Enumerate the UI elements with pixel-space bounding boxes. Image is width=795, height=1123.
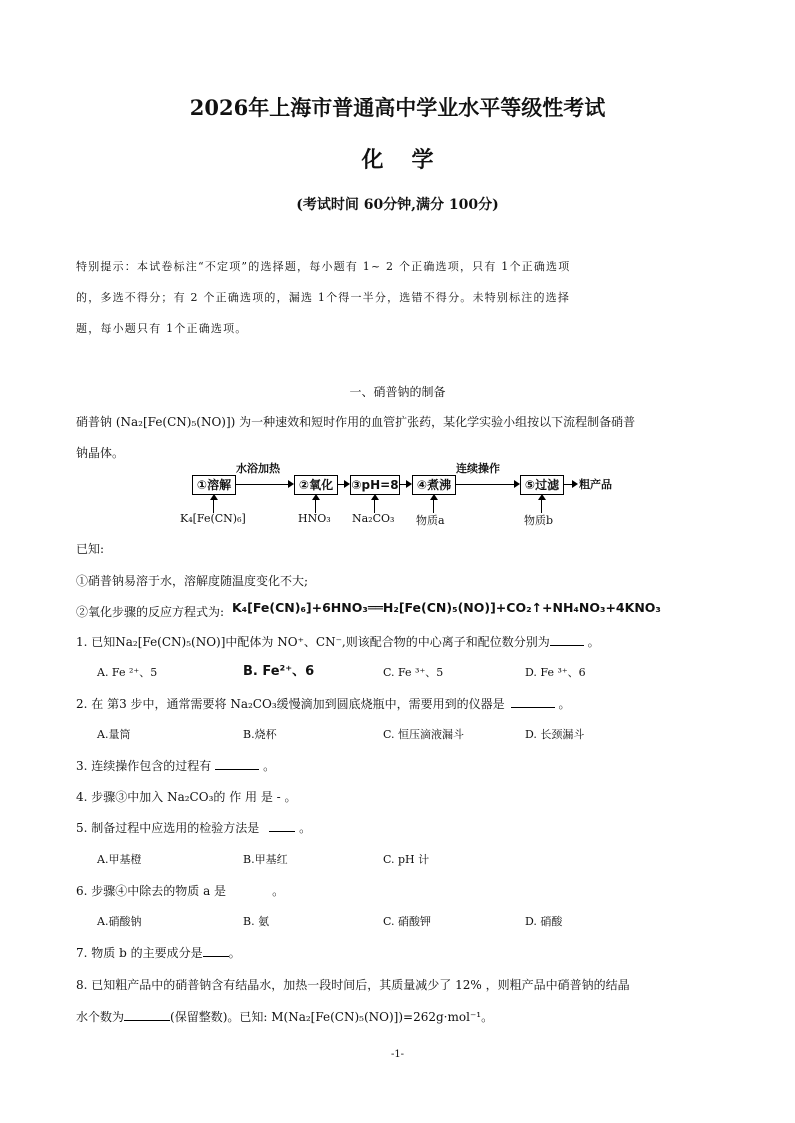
flow-arrow-5 [564,484,572,485]
notice-line-1: 特别提示：本试卷标注“不定项”的选择题，每小题有 1~ 2 个正确选项，只有 1个正确选项 [76,260,571,273]
q6-option-c[interactable]: C. 硝酸钾 [383,915,432,928]
flow-arrow-1 [236,484,288,485]
input-arrowhead-1 [210,494,218,500]
flow-label-continuous: 连续操作 [456,462,500,475]
input-na2co3: Na₂CO₃ [352,512,395,525]
q5-option-c[interactable]: C. pH 计 [383,853,430,866]
notice-line-2: 的，多选不得分；有 2 个正确选项的，漏选 1个得一半分，选错不得分。未特别标注的选择 [76,291,571,304]
q2-option-c[interactable]: C. 恒压滴液漏斗 [383,728,465,741]
q5-option-b[interactable]: B.甲基红 [243,853,288,866]
q1-option-a[interactable]: A. Fe ²⁺、5 [97,666,158,679]
flow-step-boil: ④煮沸 [412,475,456,495]
section-intro-line-2: 钠晶体。 [76,446,125,460]
answer-blank-7[interactable] [203,956,229,957]
question-7-stem: 7. 物质 b 的主要成分是 [76,946,203,960]
q2-option-b[interactable]: B.烧杯 [243,728,277,741]
question-2: 2. 在 第3 步中，通常需要将 Na₂CO₃缓慢滴加到圆底烧瓶中，需要用到的仪器是 。 [76,697,571,711]
question-2-stem: 2. 在 第3 步中，通常需要将 Na₂CO₃缓慢滴加到圆底烧瓶中，需要用到的仪器是 [76,697,505,711]
page-number: -1- [390,1049,405,1060]
question-8: 8. 已知粗产品中的硝普钠含有结晶水，加热一段时间后，其质量减少了 12% ，则粗产品中硝普钠的结晶 [76,978,630,992]
flow-step-oxidize: ②氧化 [294,475,338,495]
q2-option-d[interactable]: D. 长颈漏斗 [525,728,585,741]
question-5: 5. 制备过程中应选用的检验方法是 。 [76,821,312,835]
flow-step-dissolve: ①溶解 [192,475,236,495]
section-intro-line-1: 硝普钠 (Na₂[Fe(CN)₅(NO)]) 为一种速效和短时作用的血管扩张药，某化学实验小组按以下流程制备硝普 [76,415,636,429]
q6-option-d[interactable]: D. 硝酸 [525,915,563,928]
notice-line-3: 题，每小题只有 1个正确选项。 [76,322,248,335]
flow-step-ph: ③pH=8 [350,475,400,495]
question-1-stem: 1. 已知Na₂[Fe(CN)₅(NO)]中配体为 NO⁺、CN⁻,则该配合物的中心离子和配位数分别为 [76,635,550,649]
input-arrowhead-5 [538,494,546,500]
q8-suffix: (保留整数)。已知: M(Na₂[Fe(CN)₅(NO)])=262g·mol⁻¹。 [170,1010,494,1024]
exam-title: 2026年上海市普通高中学业水平等级性考试 [189,95,606,120]
q1-option-c[interactable]: C. Fe ³⁺、5 [383,666,444,679]
flow-arrow-4 [456,484,514,485]
known-item-2-label: ②氧化步骤的反应方程式为: [76,605,225,619]
q8-prefix: 水个数为 [76,1010,125,1024]
input-substance-a: 物质a [416,514,445,527]
question-5-stem: 5. 制备过程中应选用的检验方法是 [76,821,260,835]
known-item-1: ①硝普钠易溶于水，溶解度随温度变化不大; [76,574,309,588]
question-6-stem: 6. 步骤④中除去的物质 a 是 [76,884,227,898]
input-arrowhead-4 [430,494,438,500]
flow-step-filter: ⑤过滤 [520,475,564,495]
input-arrowhead-3 [371,494,379,500]
q5-option-a[interactable]: A.甲基橙 [97,853,142,866]
q1-option-d[interactable]: D. Fe ³⁺、6 [525,666,586,679]
input-substance-b: 物质b [524,514,554,527]
process-flow-diagram [180,462,630,532]
answer-blank-3[interactable] [215,769,259,770]
answer-blank-8[interactable] [124,1020,170,1021]
question-3: 3. 连续操作包含的过程有 。 [76,759,276,773]
answer-blank-1[interactable] [550,645,584,646]
question-6: 6. 步骤④中除去的物质 a 是 。 [76,884,285,898]
question-4: 4. 步骤③中加入 Na₂CO₃的 作 用 是 - 。 [76,790,297,804]
input-k4fecn6: K₄[Fe(CN)₆] [180,512,246,525]
question-1: 1. 已知Na₂[Fe(CN)₅(NO)]中配体为 NO⁺、CN⁻,则该配合物的中心离子和配位数分别为 。 [76,635,600,649]
question-7: 7. 物质 b 的主要成分是 。 [76,946,241,960]
flow-product: 粗产品 [579,478,612,491]
q6-option-b[interactable]: B. 氨 [243,915,270,928]
section-title: 一、硝普钠的制备 [349,385,446,399]
q1-option-b[interactable]: B. Fe²⁺、6 [243,664,315,679]
q2-option-a[interactable]: A.量筒 [97,728,131,741]
answer-blank-2[interactable] [511,707,555,708]
flow-arrowhead-5 [572,480,578,488]
question-8-line-2 [76,1008,493,1025]
q6-option-a[interactable]: A.硝酸钠 [97,915,142,928]
known-heading: 已知: [76,542,105,556]
flow-label-water-bath: 水浴加热 [236,462,280,475]
subject-title: 化学 [361,147,462,173]
oxidation-equation: K₄[Fe(CN)₆]+6HNO₃══H₂[Fe(CN)₅(NO)]+CO₂↑+NH₄NO₃+4KNO₃ [232,600,661,615]
question-3-stem: 3. 连续操作包含的过程有 [76,759,212,773]
input-arrowhead-2 [312,494,320,500]
input-hno3: HNO₃ [298,512,331,525]
exam-time-info: (考试时间 60分钟,满分 100分) [296,197,499,213]
answer-blank-5[interactable] [269,831,295,832]
